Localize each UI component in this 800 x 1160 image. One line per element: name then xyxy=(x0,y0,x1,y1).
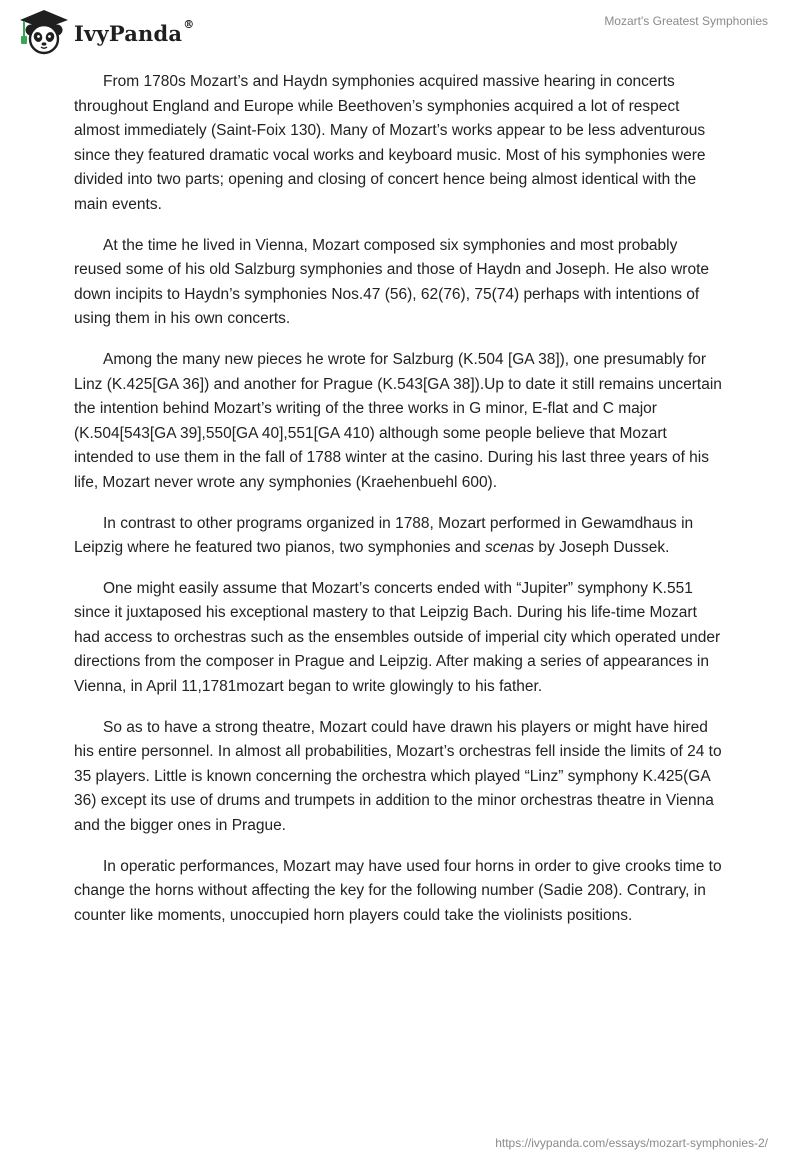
paragraph-4-italic-term: scenas xyxy=(485,539,535,557)
brand-name xyxy=(74,17,195,46)
paragraph-5: One might easily assume that Mozart’s concerts ended with “Jupiter” symphony K.551 since it juxtaposed his exceptional mastery to that Leipzig Bach. During his life-time Mozart had access to orchestras such as the ensembles outside of imperial city which operated under directions from the composer in Prague and Leipzig. After making a series of appearances in Vienna, in April 11,1781mozart began to write glowingly to his father. xyxy=(74,579,721,696)
document-title: Mozart's Greatest Symphonies xyxy=(604,14,768,28)
paragraph-2: At the time he lived in Vienna, Mozart composed six symphonies and most probably reused some of his old Salzburg symphonies and those of Haydn and Joseph. He also wrote down incipits to Haydn’s symphonies Nos.47 (56), 62(76), 75(74) perhaps with intentions of using them in his own concerts. xyxy=(74,236,710,328)
essay-body xyxy=(74,70,724,944)
paragraph-4 xyxy=(74,512,724,561)
paragraph-3: Among the many new pieces he wrote for Salzburg (K.504 [GA 38]), one presumably for Linz (K.425[GA 36]) and another for Prague (K.543[GA 38]).Up to date it still remains uncertain the intention behind Mozart’s writing of the three works in G minor, E-flat and C major (K.504[543[GA 39],550[GA 40],551[GA 410) although some people believe that Mozart intended to use them in the fall of 1788 winter at the casino. During his last three years of his life, Mozart never wrote any symphonies (Kraehenbuehl 600). xyxy=(74,350,722,491)
panda-graduation-cap-icon xyxy=(14,6,70,56)
source-url-link[interactable]: https://ivypanda.com/essays/mozart-symphonies-2/ xyxy=(495,1136,768,1150)
paragraph-4-text-after: by Joseph Dussek. xyxy=(534,539,670,557)
paragraph-4-text-before: In contrast to other programs organized in 1788, Mozart performed in Gewamdhaus in Leipzig where he featured two pianos, two symphonies and xyxy=(74,514,694,557)
brand-name-text: IvyPanda xyxy=(74,20,183,46)
registered-mark: ® xyxy=(183,17,195,31)
paragraph-1: From 1780s Mozart’s and Haydn symphonies acquired massive hearing in concerts throughout England and Europe while Beethoven’s symphonies acquired a lot of respect almost immediately (Saint-Foix 130). Many of Mozart’s works appear to be less adventurous since they featured dramatic vocal works and keyboard music. Most of his symphonies were divided into two parts; opening and closing of concert hence being almost identical with the main events. xyxy=(74,73,706,213)
paragraph-6: So as to have a strong theatre, Mozart could have drawn his players or might have hired his entire personnel. In almost all probabilities, Mozart’s orchestras fell inside the limits of 24 to 35 players. Little is known concerning the orchestra which played “Linz” symphony K.425(GA 36) except its use of drums and trumpets in addition to the minor orchestras theatre in Vienna and the bigger ones in Prague. xyxy=(74,718,722,835)
brand-logo-link[interactable] xyxy=(14,6,194,56)
paragraph-7: In operatic performances, Mozart may have used four horns in order to give crooks time to change the horns without affecting the key for the following number (Sadie 208). Contrary, in counter like moments, unoccupied horn players could take the violinists positions. xyxy=(74,857,722,924)
page-header xyxy=(0,0,800,60)
